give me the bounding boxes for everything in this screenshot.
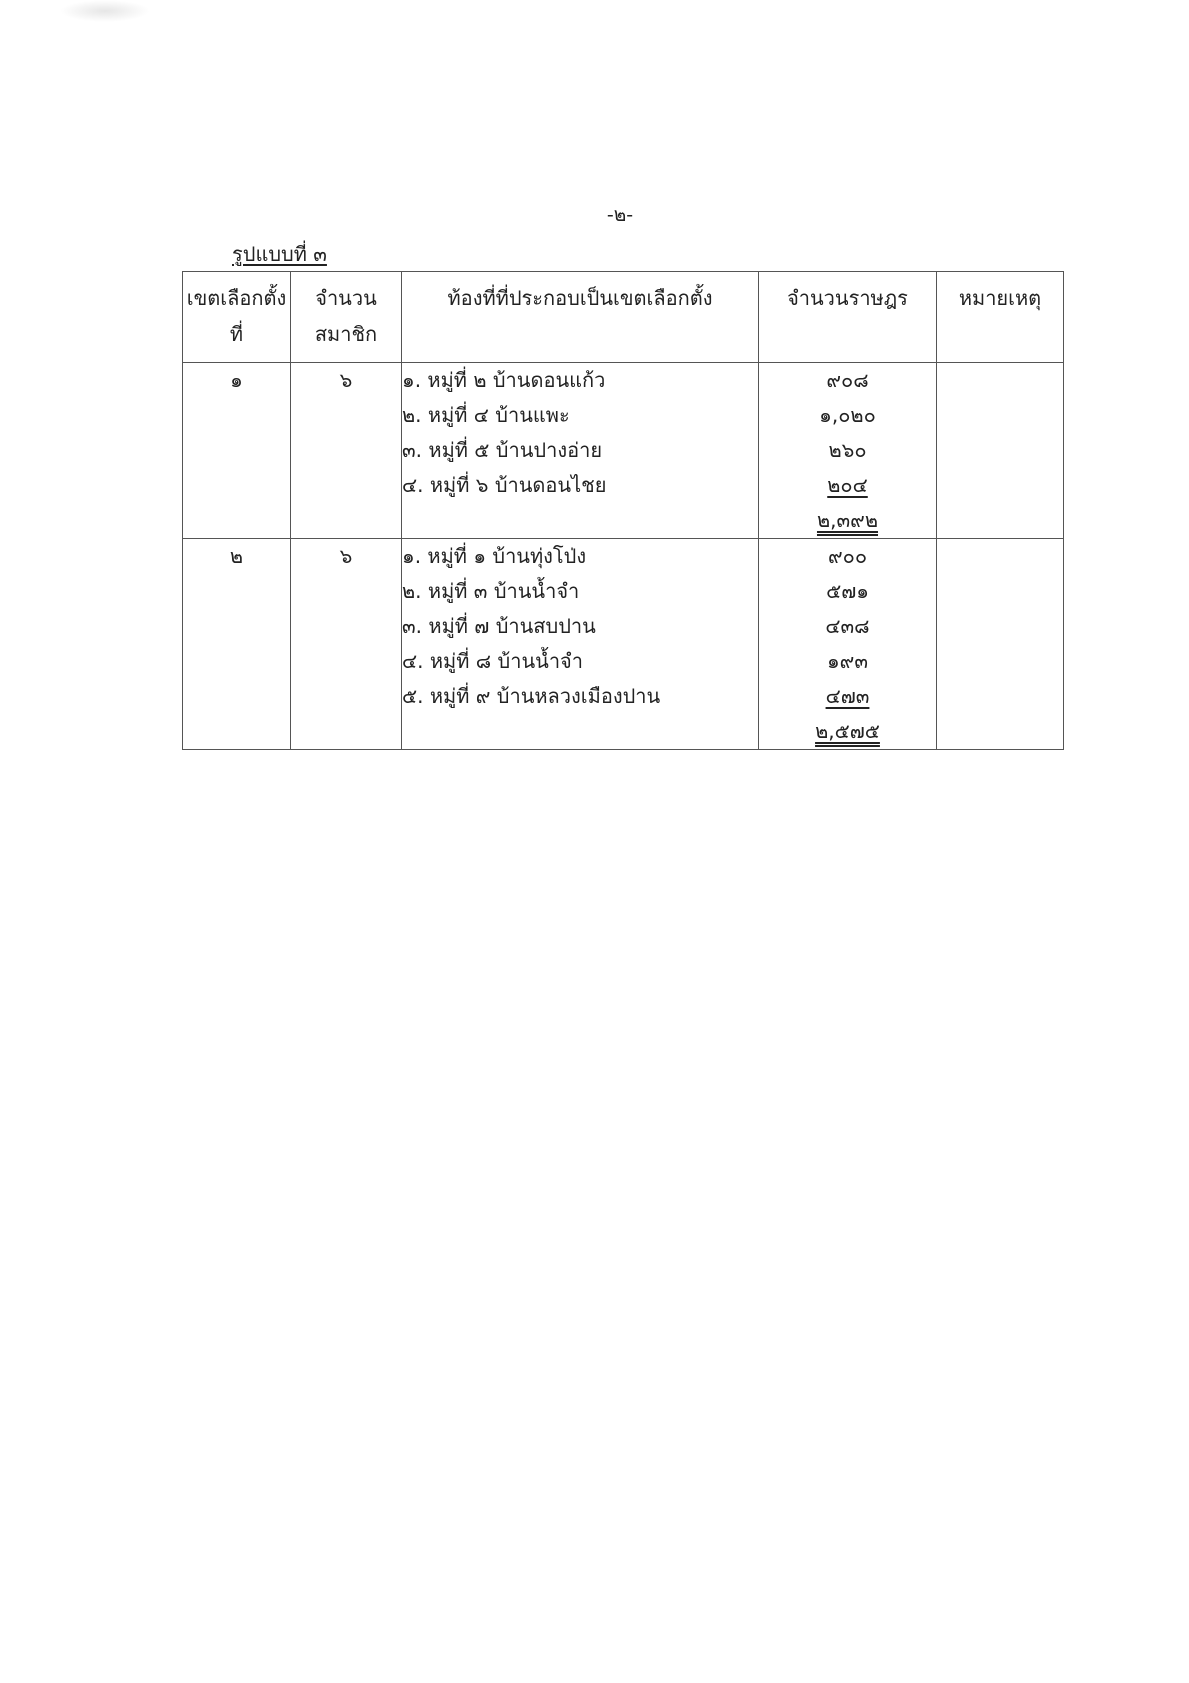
population-value: ๒๖๐ <box>828 438 867 462</box>
table-header-row <box>183 272 1064 363</box>
population-value: ๒๐๔ <box>827 473 868 497</box>
table-row <box>183 539 1064 750</box>
area-list <box>402 363 759 539</box>
district-number: ๑ <box>183 363 291 539</box>
member-count: ๖ <box>291 363 402 539</box>
header-district-line1: เขตเลือกตั้ง <box>186 286 287 310</box>
header-area: ท้องที่ที่ประกอบเป็นเขตเลือกตั้ง <box>402 272 759 363</box>
list-item: ๒. หมู่ที่ ๓ บ้านน้ำจำ <box>402 579 580 603</box>
header-population: จำนวนราษฎร <box>759 272 937 363</box>
note-cell <box>937 539 1064 750</box>
header-district <box>183 272 291 363</box>
header-members-line1: จำนวน <box>315 286 377 310</box>
population-list <box>759 539 937 750</box>
list-item: ๓. หมู่ที่ ๗ บ้านสบปาน <box>402 614 596 638</box>
header-note: หมายเหตุ <box>937 272 1064 363</box>
header-members-line2: สมาชิก <box>314 322 378 346</box>
list-item: ๕. หมู่ที่ ๙ บ้านหลวงเมืองปาน <box>402 684 661 708</box>
table-row <box>183 363 1064 539</box>
district-number: ๒ <box>183 539 291 750</box>
list-item: ๔. หมู่ที่ ๘ บ้านน้ำจำ <box>402 649 583 673</box>
population-total: ๒,๕๗๕ <box>815 719 880 743</box>
electoral-district-table <box>182 271 1064 750</box>
list-item: ๑. หมู่ที่ ๒ บ้านดอนแก้ว <box>402 368 606 392</box>
population-value: ๑,๐๒๐ <box>819 403 876 427</box>
population-total: ๒,๓๙๒ <box>816 508 879 532</box>
population-list <box>759 363 937 539</box>
member-count: ๖ <box>291 539 402 750</box>
population-value: ๔๗๓ <box>825 684 870 708</box>
header-members <box>291 272 402 363</box>
page-number: -๒- <box>606 204 634 226</box>
population-value: ๙๐๐ <box>827 544 868 568</box>
list-item: ๒. หมู่ที่ ๔ บ้านแพะ <box>402 403 570 427</box>
list-item: ๔. หมู่ที่ ๖ บ้านดอนไชย <box>402 473 607 497</box>
list-item: ๓. หมู่ที่ ๕ บ้านปางอ่าย <box>402 438 603 462</box>
header-district-line2: ที่ <box>229 322 244 346</box>
population-value: ๕๗๑ <box>826 579 869 603</box>
note-cell <box>937 363 1064 539</box>
list-item: ๑. หมู่ที่ ๑ บ้านทุ่งโป่ง <box>402 544 587 568</box>
population-value: ๔๓๘ <box>825 614 870 638</box>
scan-artifact <box>60 0 150 22</box>
area-list <box>402 539 759 750</box>
population-value: ๙๐๘ <box>826 368 869 392</box>
form-title: รูปแบบที่ ๓ <box>232 242 327 266</box>
population-value: ๑๙๓ <box>826 649 868 673</box>
